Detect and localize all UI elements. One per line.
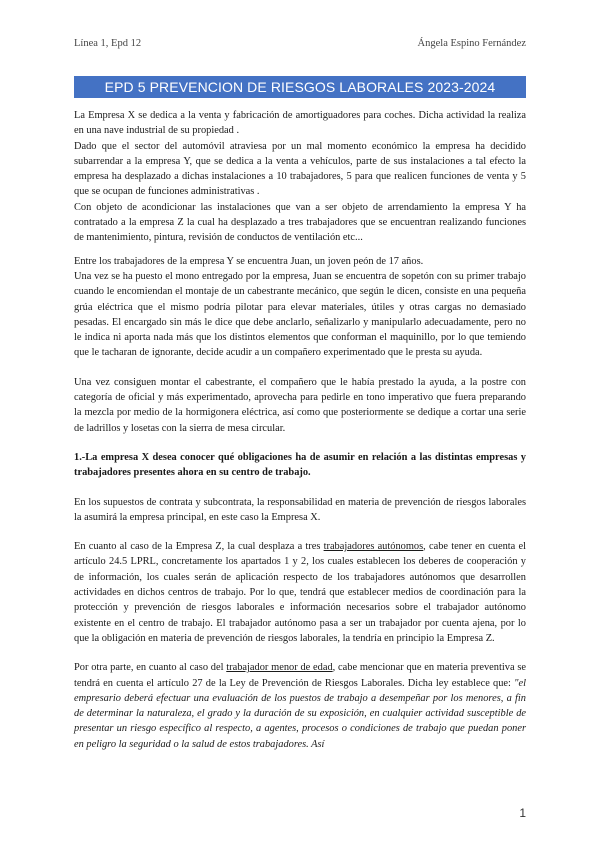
autonomous-workers-term: trabajadores autónomos: [323, 541, 424, 553]
page-number: 1: [519, 806, 526, 820]
paragraph-3: Con objeto de acondicionar las instalaciones que van a ser objeto de arrendamiento la empresa Y ha contratado a la empresa Z la cual ha desplazado a tres trabajadores que se encuentran realizando funciones de mantenimiento, pintura, revisión de conductos de ventilación etc...: [74, 201, 526, 244]
answer-2-rest: , cabe tener en cuenta el artículo 24.5 LPRL, concretamente los apartados 1 y 2, los cuales establecen los deberes de cooperación y de información, los cuales serán de aplicación respecto de los trabajadores autónomos que desarrollen actividades en dichos centros de trabajo. Por lo que, tendrá que establecer medios de coordinación para la protección y prevención de riesgos laborales e información necesarios sobre el trabajador autónomo existente en el centro de trabajo. El trabajador autónomo pasa a ser un trabajador por cuenta ajena, por lo que la obligación en materia de prevención de riesgos laborales, la tendría en principio la Empresa Z.: [74, 541, 526, 644]
paragraph-5: Una vez se ha puesto el mono entregado por la empresa, Juan se encuentra de sopetón con su primer trabajo cuando le encomiendan el montaje de un cabestrante mecánico, que según le dicen, consiste en una pequeña grúa eléctrica que el mismo podría pilotar para elevar materiales, útiles y otras cargas no demasiado pesadas. El encargado sin más le dice que debe anclarlo, señalizarlo y manipularlo adecuadamente, pero no le indica ni aporta nada más que los distintos elementos que conforman el maquinillo, por lo que temiendo que le tacharan de ignorante, decide acudir a un compañero experimentado que le presta su ayuda.: [74, 270, 526, 359]
answer-paragraph-1: En los supuestos de contrata y subcontrata, la responsabilidad en materia de prevención de riesgos laborales la asumirá la empresa principal, en este caso la Empresa X.: [74, 496, 526, 523]
document-body: [74, 108, 526, 752]
paragraph-1: La Empresa X se dedica a la venta y fabricación de amortiguadores para coches. Dicha actividad la realiza en una nave industrial de su propiedad .: [74, 110, 526, 137]
law-quote: "el empresario deberá efectuar una evaluación de los puestos de trabajo a desempeñar por los menores, a fin de determinar la naturaleza, el grado y la duración de su exposición, en cualquier actividad susceptible de presentar un riesgo específico al respecto, a agentes, procesos o condiciones de trabajo que puedan poner en peligro la seguridad o la salud de estos trabajadores. Así: [74, 677, 526, 750]
answer-3-mid: , cabe mencionar que en materia preventiva se tendrá en cuenta el artículo 27 de la Ley de Prevención de Riesgos Laborales. Dicha ley establece que:: [74, 662, 526, 689]
paragraph-6: Una vez consiguen montar el cabestrante, el compañero que le había prestado la ayuda, a la postre con categoría de oficial y más experimentado, aprovecha para pedirle en tono imperativo que fuera preparando la mezcla por medio de la hormigonera eléctrica, así como que posteriormente se dedique a cortar una serie de ladrillos y losetas con la sierra de mesa circular.: [74, 376, 526, 434]
question-1: 1.-La empresa X desea conocer qué obligaciones ha de asumir en relación a las distintas empresas y trabajadores presentes ahora en su centro de trabajo.: [74, 451, 526, 479]
document-title: EPD 5 PREVENCION DE RIESGOS LABORALES 2023-2024: [74, 76, 526, 98]
answer-paragraph-3: [74, 660, 526, 752]
page-header: [74, 38, 526, 49]
header-left: Línea 1, Epd 12: [74, 38, 142, 49]
answer-2-intro: En cuanto al caso de la Empresa Z, la cual desplaza a tres: [74, 541, 324, 553]
answer-3-intro: Por otra parte, en cuanto al caso del: [74, 662, 227, 674]
header-author: Ángela Espino Fernández: [417, 38, 526, 49]
answer-paragraph-2: [74, 539, 526, 646]
paragraph-2: Dado que el sector del automóvil atraviesa por un mal momento económico la empresa ha decidido subarrendar a la empresa Y, que se dedica a la venta a vehículos, parte de sus instalaciones a tal efecto la empresa ha desplazado a dichas instalaciones a 10 trabajadores, 5 para que realicen funciones de venta y 5 que se ocupan de funciones administrativas .: [74, 140, 526, 198]
paragraph-4: Entre los trabajadores de la empresa Y se encuentra Juan, un joven peón de 17 años.: [74, 255, 424, 267]
minor-worker-term: trabajador menor de edad: [226, 662, 333, 674]
